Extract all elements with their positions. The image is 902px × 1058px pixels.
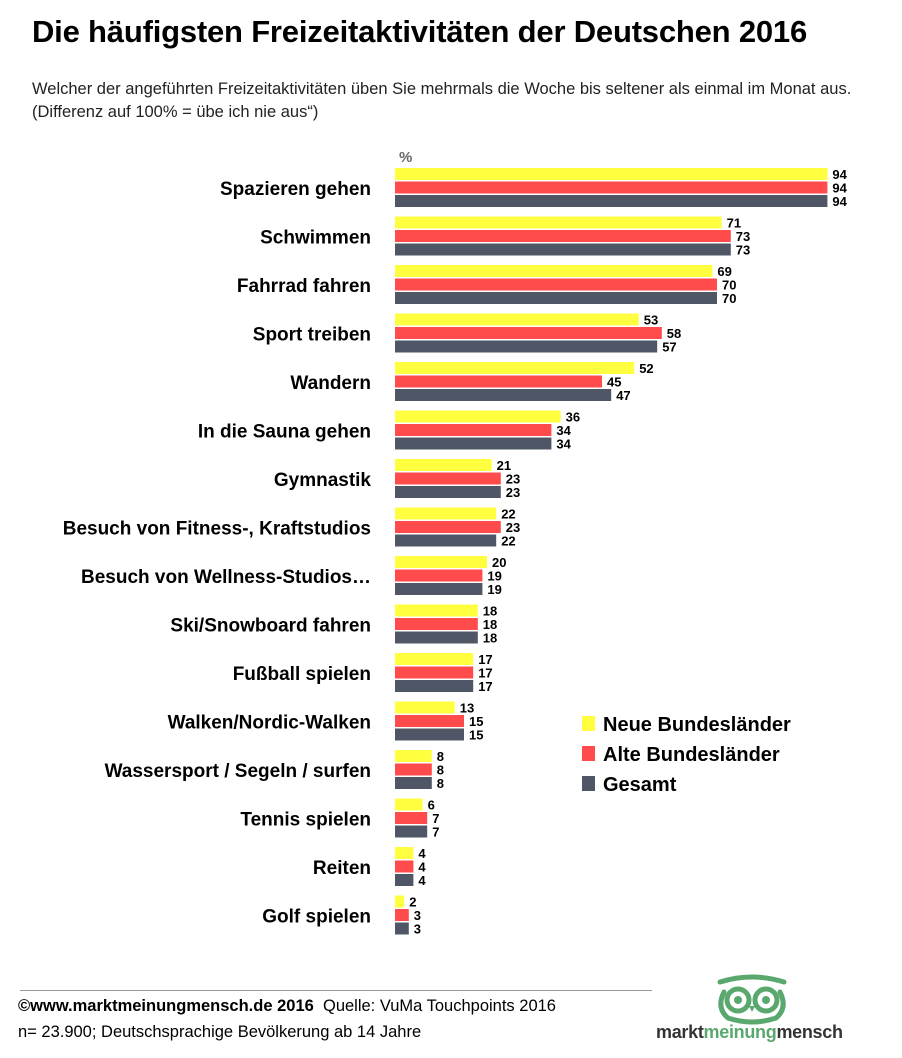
logo-part-markt: markt (656, 1022, 704, 1042)
bar-gesamt-besuch-von-fitness-kraftstudios (395, 535, 496, 547)
bar-gesamt-walken-nordic-walken (395, 729, 464, 741)
bar-neue-bundesländer-fußball-spielen (395, 653, 473, 665)
value-label-alte-bundesländer-reiten: 4 (418, 859, 426, 875)
value-label-gesamt-wassersport-segeln-surfen: 8 (436, 776, 445, 791)
bar-neue-bundesländer-sport-treiben (395, 314, 639, 326)
value-label-neue-bundesländer-besuch-von-wellness-studios: 20 (492, 555, 507, 570)
category-label-tennis-spielen: Tennis spielen (240, 809, 371, 831)
legend-label-gesamt: Gesamt (603, 774, 677, 796)
bar-neue-bundesländer-fahrrad-fahren (395, 265, 712, 277)
value-label-gesamt-fahrrad-fahren: 70 (722, 291, 737, 306)
value-label-alte-bundesländer-sport-treiben: 58 (666, 326, 682, 341)
bar-alte-bundesländer-ski-snowboard-fahren (395, 618, 478, 630)
category-label-schwimmen: Schwimmen (260, 227, 371, 249)
legend-swatch-alte-bundesländer (582, 746, 595, 761)
value-label-neue-bundesländer-gymnastik: 21 (496, 458, 512, 473)
value-label-neue-bundesländer-tennis-spielen: 6 (427, 797, 435, 813)
bar-alte-bundesländer-gymnastik (395, 473, 501, 485)
legend-swatch-gesamt (582, 776, 595, 791)
bar-alte-bundesländer-tennis-spielen (395, 812, 427, 824)
value-label-neue-bundesländer-besuch-von-fitness-kraftstudios: 22 (501, 506, 516, 522)
legend-swatch-neue-bundesländer (582, 716, 595, 731)
bar-gesamt-reiten (395, 874, 413, 886)
category-label-golf-spielen: Golf spielen (262, 906, 371, 928)
logo-part-mensch: mensch (776, 1022, 843, 1042)
value-label-alte-bundesländer-ski-snowboard-fahren: 18 (482, 617, 498, 632)
bar-neue-bundesländer-in-die-sauna-gehen (395, 411, 561, 423)
value-label-gesamt-fußball-spielen: 17 (478, 679, 493, 694)
value-label-alte-bundesländer-besuch-von-fitness-kraftstudios: 23 (505, 520, 521, 535)
bar-alte-bundesländer-sport-treiben (395, 327, 662, 339)
value-label-alte-bundesländer-fußball-spielen: 17 (478, 665, 493, 681)
value-label-gesamt-tennis-spielen: 7 (432, 824, 440, 840)
bar-alte-bundesländer-walken-nordic-walken (395, 715, 464, 727)
bar-neue-bundesländer-golf-spielen (395, 896, 404, 908)
value-label-neue-bundesländer-golf-spielen: 2 (409, 894, 417, 910)
bar-alte-bundesländer-fahrrad-fahren (395, 279, 717, 291)
bar-alte-bundesländer-in-die-sauna-gehen (395, 424, 551, 436)
value-label-alte-bundesländer-gymnastik: 23 (505, 471, 521, 487)
category-label-besuch-von-fitness-kraftstudios: Besuch von Fitness-, Kraftstudios (62, 518, 371, 540)
value-label-gesamt-schwimmen: 73 (735, 242, 751, 258)
value-label-neue-bundesländer-fußball-spielen: 17 (478, 652, 493, 667)
value-label-gesamt-wandern: 47 (616, 388, 631, 403)
bar-gesamt-schwimmen (395, 244, 731, 256)
bar-neue-bundesländer-schwimmen (395, 217, 722, 229)
footer-source-text: Quelle: VuMa Touchpoints 2016 (322, 997, 556, 1015)
value-label-gesamt-in-die-sauna-gehen: 34 (556, 436, 571, 452)
bar-neue-bundesländer-reiten (395, 847, 413, 859)
footer-copyright-link[interactable]: ©www.marktmeinungmensch.de 2016 (18, 997, 314, 1015)
value-label-gesamt-besuch-von-fitness-kraftstudios: 22 (501, 533, 516, 549)
footer-divider (20, 990, 652, 991)
bar-gesamt-fußball-spielen (395, 680, 473, 692)
value-label-gesamt-besuch-von-wellness-studios: 19 (487, 582, 502, 597)
category-label-gymnastik: Gymnastik (273, 470, 371, 491)
bar-neue-bundesländer-spazieren-gehen (395, 168, 827, 180)
category-label-wassersport-segeln-surfen: Wassersport / Segeln / surfen (104, 761, 371, 782)
bar-alte-bundesländer-fußball-spielen (395, 667, 473, 679)
value-label-neue-bundesländer-ski-snowboard-fahren: 18 (482, 603, 498, 619)
logo-part-meinung: meinung (703, 1022, 777, 1042)
value-label-alte-bundesländer-tennis-spielen: 7 (432, 811, 440, 826)
footer-sample: n= 23.900; Deutschsprachige Bevölkerung ab 14 Jahre (18, 1023, 422, 1041)
value-label-alte-bundesländer-besuch-von-wellness-studios: 19 (487, 568, 502, 584)
value-label-alte-bundesländer-wandern: 45 (607, 374, 622, 390)
value-label-neue-bundesländer-wassersport-segeln-surfen: 8 (436, 749, 445, 764)
category-label-sport-treiben: Sport treiben (252, 324, 371, 346)
bar-neue-bundesländer-tennis-spielen (395, 799, 423, 811)
category-label-in-die-sauna-gehen: In die Sauna gehen (197, 421, 371, 443)
bar-alte-bundesländer-schwimmen (395, 230, 731, 242)
bar-gesamt-fahrrad-fahren (395, 292, 717, 304)
bar-gesamt-wassersport-segeln-surfen (395, 777, 432, 789)
bar-alte-bundesländer-wassersport-segeln-surfen (395, 764, 432, 776)
value-label-alte-bundesländer-fahrrad-fahren: 70 (722, 277, 737, 293)
bar-neue-bundesländer-walken-nordic-walken (395, 702, 455, 714)
value-label-gesamt-gymnastik: 23 (505, 485, 521, 500)
value-label-gesamt-spazieren-gehen: 94 (832, 194, 847, 209)
value-label-neue-bundesländer-fahrrad-fahren: 69 (717, 264, 732, 279)
value-label-alte-bundesländer-in-die-sauna-gehen: 34 (556, 423, 571, 438)
value-label-neue-bundesländer-in-die-sauna-gehen: 36 (565, 409, 581, 425)
bar-alte-bundesländer-wandern (395, 376, 602, 388)
bar-neue-bundesländer-ski-snowboard-fahren (395, 605, 478, 617)
value-label-gesamt-walken-nordic-walken: 15 (469, 727, 484, 743)
bar-gesamt-gymnastik (395, 486, 501, 498)
category-label-fußball-spielen: Fußball spielen (232, 664, 371, 685)
value-label-gesamt-ski-snowboard-fahren: 18 (482, 630, 498, 646)
bar-neue-bundesländer-besuch-von-fitness-kraftstudios (395, 508, 496, 520)
value-label-neue-bundesländer-walken-nordic-walken: 13 (459, 700, 475, 716)
value-label-neue-bundesländer-schwimmen: 71 (726, 215, 742, 231)
bar-gesamt-ski-snowboard-fahren (395, 632, 478, 644)
footer-source (18, 997, 556, 1016)
category-label-spazieren-gehen: Spazieren gehen (220, 179, 371, 200)
category-label-walken-nordic-walken: Walken/Nordic-Walken (167, 712, 371, 734)
brand-logo-text (656, 1022, 843, 1043)
value-label-alte-bundesländer-golf-spielen: 3 (413, 908, 422, 923)
unit-label: % (399, 149, 413, 166)
category-label-ski-snowboard-fahren: Ski/Snowboard fahren (170, 615, 371, 637)
value-label-alte-bundesländer-spazieren-gehen: 94 (832, 180, 847, 196)
value-label-neue-bundesländer-sport-treiben: 53 (643, 312, 659, 328)
value-label-alte-bundesländer-walken-nordic-walken: 15 (469, 714, 484, 729)
chart-subtitle: Welcher der angeführten Freizeitaktivitäten üben Sie mehrmals die Woche bis seltener als einmal im Monat aus. (Differenz auf 100% = übe ich nie aus“) (32, 80, 852, 121)
value-label-alte-bundesländer-schwimmen: 73 (735, 229, 751, 244)
legend-label-neue-bundesländer: Neue Bundesländer (603, 714, 791, 736)
bar-alte-bundesländer-besuch-von-wellness-studios (395, 570, 482, 582)
value-label-alte-bundesländer-wassersport-segeln-surfen: 8 (436, 762, 445, 778)
bar-gesamt-besuch-von-wellness-studios (395, 583, 482, 595)
bar-gesamt-tennis-spielen (395, 826, 427, 838)
value-label-neue-bundesländer-spazieren-gehen: 94 (832, 167, 847, 182)
value-label-gesamt-sport-treiben: 57 (662, 339, 677, 355)
bar-alte-bundesländer-spazieren-gehen (395, 182, 827, 194)
category-label-fahrrad-fahren: Fahrrad fahren (236, 276, 371, 297)
bar-gesamt-in-die-sauna-gehen (395, 438, 551, 450)
bar-gesamt-golf-spielen (395, 923, 409, 935)
bar-neue-bundesländer-wassersport-segeln-surfen (395, 750, 432, 762)
value-label-gesamt-reiten: 4 (418, 873, 426, 888)
bar-gesamt-wandern (395, 389, 611, 401)
bar-gesamt-sport-treiben (395, 341, 657, 353)
bar-neue-bundesländer-gymnastik (395, 459, 492, 471)
category-label-besuch-von-wellness-studios: Besuch von Wellness-Studios… (81, 567, 371, 588)
category-label-wandern: Wandern (290, 373, 371, 394)
bar-alte-bundesländer-besuch-von-fitness-kraftstudios (395, 521, 501, 533)
bar-neue-bundesländer-besuch-von-wellness-studios (395, 556, 487, 568)
chart-title: Die häufigsten Freizeitaktivitäten der Deutschen 2016 (32, 14, 807, 49)
value-label-neue-bundesländer-reiten: 4 (418, 846, 426, 861)
bar-alte-bundesländer-golf-spielen (395, 909, 409, 921)
value-label-neue-bundesländer-wandern: 52 (639, 361, 654, 376)
legend-label-alte-bundesländer: Alte Bundesländer (603, 744, 780, 766)
category-label-reiten: Reiten (312, 858, 371, 879)
value-label-gesamt-golf-spielen: 3 (413, 921, 422, 937)
bar-gesamt-spazieren-gehen (395, 195, 827, 207)
bar-neue-bundesländer-wandern (395, 362, 634, 374)
bar-alte-bundesländer-reiten (395, 861, 413, 873)
